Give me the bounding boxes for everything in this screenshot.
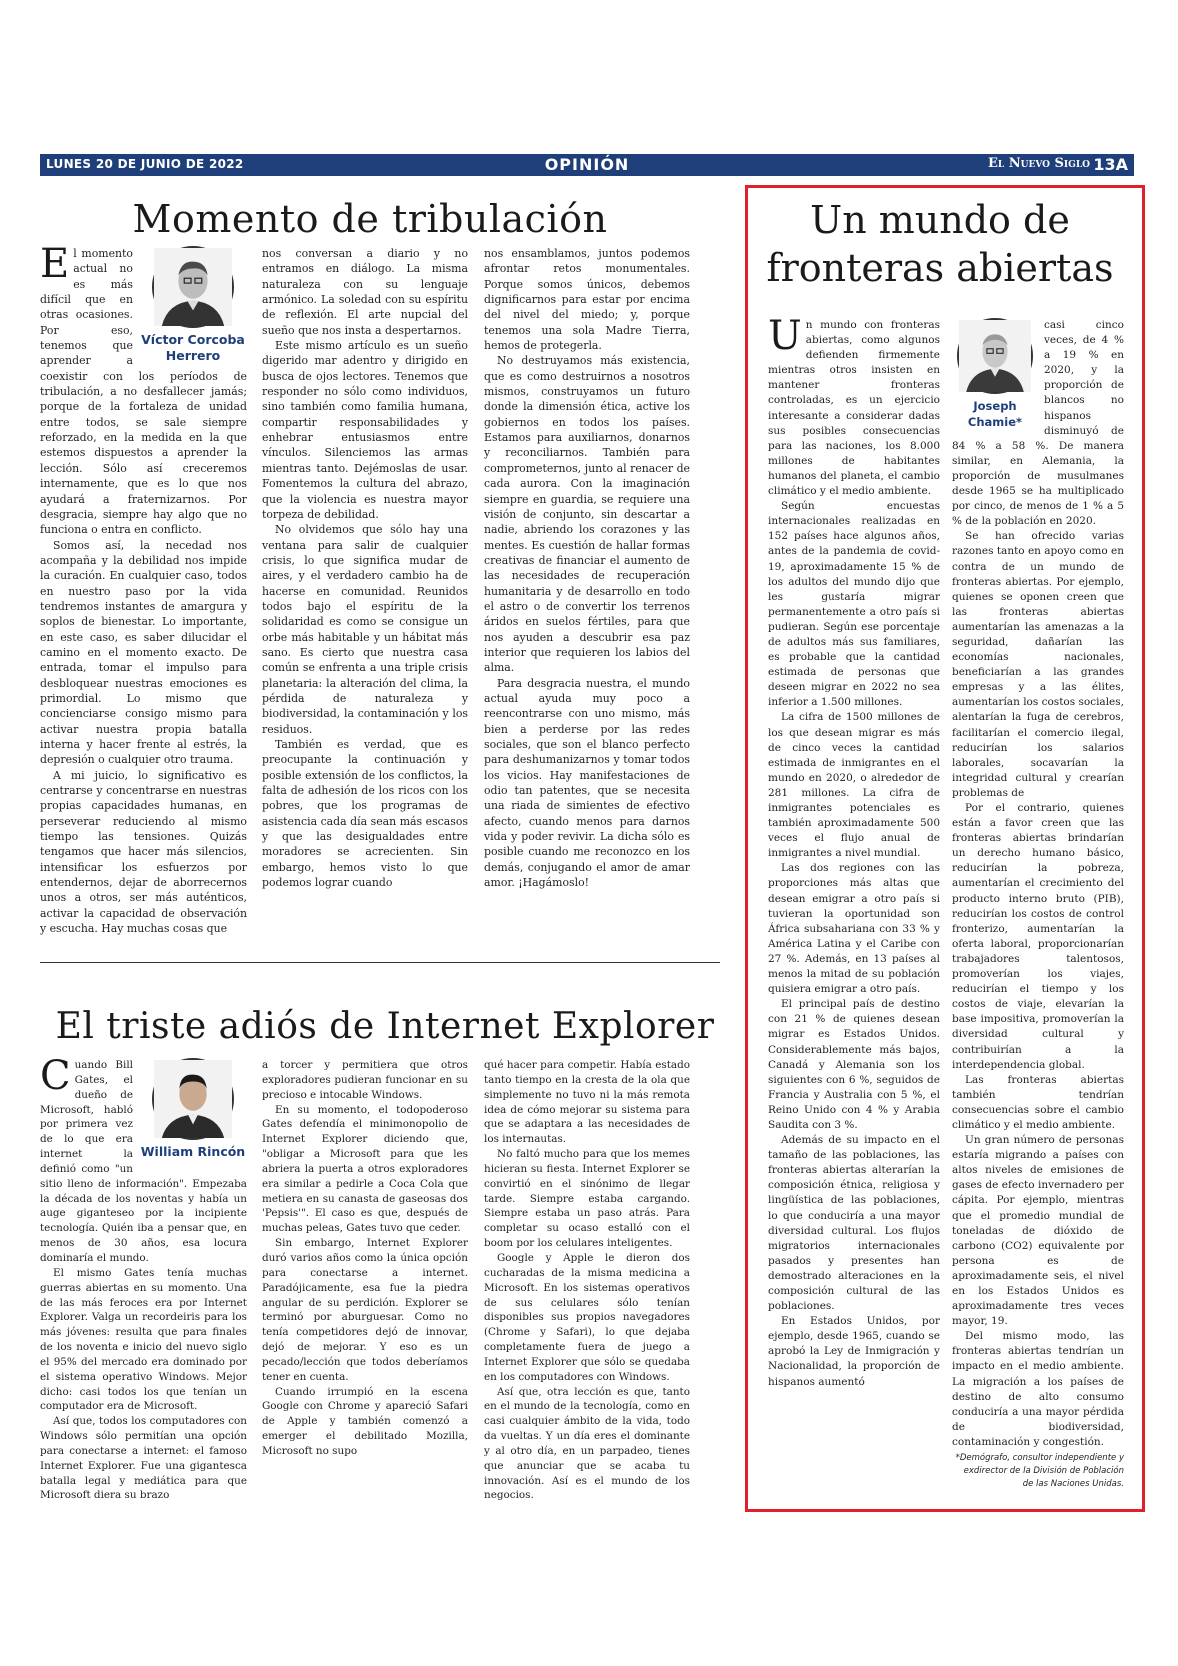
paragraph: a torcer y permitiera que otros exploradores pudieran funcionar en su precioso e intocable Windows. bbox=[262, 1059, 468, 1101]
paragraph: Se han ofrecido varias razones tanto en apoyo como en contra de un mundo de fronteras abiertas. Por ejemplo, quienes se oponen creen que las fronteras abiertas aumentarían las amenazas a la seguridad, dañarían las economías nacionales, beneficiarían a las grandes empresas y a las élites, aumentarían los costos sociales, alentarían la fuga de cerebros, facilitarían el comercio ilegal, reducirían los salarios laborales, socavarían la integridad cultural y crearían problemas de bbox=[952, 530, 1124, 799]
article-title-internet-explorer: El triste adiós de Internet Explorer bbox=[55, 1006, 715, 1047]
paragraph: No destruyamos más existencia, que es como destruirnos a nosotros mismos, construyamos un futuro donde la dimensión ética, active los gobiernos en todos los países. Estamos para auxiliarnos, donarnos y reconciliarnos. También para comprometernos, junto al renacer de cada aurora. Con la imaginación siempre en guardia, se requiere una visión de conjunto, sin descartar a nadie, abriendo los corazones y las mentes. Es cuestión de hallar formas creativas de financiar el aumento de las necesidades de recuperación humanitaria y de desarrollo en todo el astro o de convertir los terrenos áridos en suelos fértiles, para que nos ayuden a descubrir esa paz interior que requieren los labios del alma. bbox=[484, 354, 690, 675]
article2-column-3 bbox=[484, 1058, 690, 1502]
paragraph: No faltó mucho para que los memes hicieran su fiesta. Internet Explorer se convirtió en el sinónimo de llegar tarde. Siempre estaba cargando. Siempre estaba un paso atrás. Para completar su ocaso estalló con el boom por los celulares inteligentes. bbox=[484, 1148, 690, 1250]
author-photo bbox=[152, 246, 234, 328]
paragraph: Así que, todos los computadores con Windows sólo permitían una opción para conectarse a internet: el famoso Internet Explorer. Fue una gigantesca batalla legal y mediática para que Microsoft diera su brazo bbox=[40, 1415, 247, 1502]
paragraph: Somos así, la necedad nos acompaña y la debilidad nos impide la curación. En cualquier caso, todos en nuestro paso por la vida tendremos instantes de amargura y soplos de bienestar. Lo importante, en este caso, es saber dilucidar el camino en el momento exacto. De entrada, tomar el impulso para desbloquear nuestras emociones es primordial. Lo mismo que concienciarse consigo mismo para activar nuestra propia batalla interna y hacer frente al estrés, la depresión o cualquier otro trauma. bbox=[40, 538, 247, 767]
paragraph: La cifra de 1500 millones de los que desean migrar es más de cinco veces la cantidad estimada de inmigrantes en el mundo en 2020, o alrededor de 281 millones. La cifra de inmigrantes potenciales es también aproximadamente 500 veces el flujo anual de inmigrantes a nivel mundial. bbox=[768, 711, 940, 860]
header-date: LUNES 20 DE JUNIO DE 2022 bbox=[46, 157, 244, 171]
paragraph: Cuando Bill Gates, el dueño de Microsoft, habló por primera vez de lo que era internet la definió como "un sitio lleno de información". Empezaba la década de los noventas y había un auge giganteseo por la incipiente tecnología. Quién iba a pensar que, en menos de 30 años, esa locura dominaría el mundo. bbox=[40, 1053, 247, 1264]
paragraph: El mismo Gates tenía muchas guerras abiertas en su momento. Una de las más feroces era por Internet Explorer. Valga un recordeiris para los más jóvenes: resulta que para finales de los noventa e inicio del nuevo siglo el 95% del mercado era dominado por el sistema operativo Windows. Mejor dicho: casi todos los que tenían un computador era de Microsoft. bbox=[40, 1266, 247, 1413]
paragraph: El principal país de destino con 21 % de quienes desean migrar es Estados Unidos. Considerablemente más bajos, Canadá y Alemania son los siguientes con 6 %, seguidos de Francia y Australia con 5 %, el Reino Unido con 4 % y Arabia Saudita con 3 %. bbox=[768, 998, 940, 1131]
section-divider bbox=[40, 962, 720, 963]
paragraph: Por el contrario, quienes están a favor creen que las fronteras abiertas brindarían un derecho humano básico, reducirían la pobreza, aumentarían el crecimiento del producto interno bruto (PIB), reducirían los costos de control fronterizo, aumentarían la oferta laboral, proporcionarían trabajadores talentosos, promoverían los viajes, reducirían el tiempo y los costos de viaje, elevarían la base impositiva, promoverían la diversidad cultural y contribuirían a la interdependencia global. bbox=[952, 802, 1124, 1071]
paragraph: En su momento, el todopoderoso Gates defendía el minimonopolio de Internet Explorer diciendo que, "obligar a Microsoft para que les abriera la puerta a otros exploradores era similar a pedirle a Coca Cola que metiera en su canasta de gaseosas dos 'Pepsis'". El caso es que, después de muchas peleas, Gates tuvo que ceder. bbox=[262, 1103, 468, 1235]
header-section: OPINIÓN bbox=[544, 155, 630, 174]
author-photo bbox=[957, 318, 1033, 394]
paragraph: Google y Apple le dieron dos cucharadas de la misma medicina a Microsoft. En los sistemas operativos de sus celulares sólo tenían disponibles sus propios navegadores (Chrome y Safari), lo que dejaba completamente fuera de juego a Internet Explorer que sólo se quedaba en los computadores con Windows. bbox=[484, 1251, 690, 1383]
newspaper-name: El Nuevo Siglo bbox=[988, 156, 1090, 171]
article2-column-2 bbox=[262, 1058, 468, 1498]
article1-column-2 bbox=[262, 246, 468, 896]
author-name: William Rincón bbox=[140, 1144, 246, 1159]
paragraph: Para desgracia nuestra, el mundo actual ayuda muy poco a reencontrarse con uno mismo, más bien a perderse por las redes sociales, que son el blanco perfecto para deshumanizarnos y tomar todos los vicios. Hay manifestaciones de odio tan patentes, que se necesita una riada de simientes de efectivo afecto, cuando menos para darnos vida y poder revivir. La dicha sólo es posible cuando me reconozco en los demás, conjugando el amor de amar amor. ¡Hagámoslo! bbox=[484, 676, 690, 890]
page-header-bar bbox=[40, 154, 1134, 176]
paragraph: Sin embargo, Internet Explorer duró varios años como la única opción para conectarse a internet. Paradójicamente, esa fue la piedra angular de su perdición. Explorer se terminó por aburguesar. Como no tenía competidores dejó de innovar, dejó de mejorar. Y eso es un pecado/lección que todos deberíamos tener en cuenta. bbox=[262, 1237, 468, 1383]
paragraph: nos conversan a diario y no entramos en diálogo. La misma naturaleza con su lenguaje armónico. La soledad con su espíritu de reflexión. El arte nupcial del sueño que nos insta a despertarnos. bbox=[262, 247, 468, 337]
paragraph: A mi juicio, lo significativo es centrarse y concentrarse en nuestras propias capacidades humanas, en perseverar reduciendo al mismo tiempo las tensiones. Quizás tengamos que hacer más silencios, intensificar los esfuerzos por entendernos, dejar de aborrecernos unos a otros, ser más auténticos, activar la capacidad de observación y escucha. Hay muchas cosas que bbox=[40, 768, 247, 936]
author-box-corcoba bbox=[139, 246, 247, 364]
article3-column-2 bbox=[952, 318, 1124, 1498]
author-box-chamie bbox=[952, 318, 1038, 430]
paragraph: Además de su impacto en el tamaño de las poblaciones, las fronteras abiertas alterarían la composición étnica, religiosa y lingüística de las poblaciones, lo que conduciría a una mayor diversidad cultural. Los flujos migratorios internacionales pasados y presentes han demostrado alteraciones en la composición cultural de las poblaciones. bbox=[768, 1134, 940, 1313]
author-photo bbox=[152, 1058, 234, 1140]
paragraph: El momento actual no es más difícil que en otras ocasiones. Por eso, tenemos que aprender a coexistir con los períodos de tribulación, a no desfallecer jamás; porque de la fortaleza de unidad entre todos, se sale siempre reforzado, en la medida en la que estemos dispuestos a aprender la lección. Sólo así creceremos internamente, que es lo que nos ayudará a fraternizarnos. Por desgracia, siempre hay algo que no funciona o entra en conflicto. bbox=[40, 241, 247, 537]
paragraph: Del mismo modo, las fronteras abiertas tendrían un impacto en el medio ambiente. La migración a los países de destino de alto consumo conduciría a una mayor pérdida de biodiversidad, contaminación y congestión. bbox=[952, 1330, 1124, 1448]
article2-column-1 bbox=[40, 1053, 247, 1502]
article3-column-1 bbox=[768, 313, 940, 1498]
drop-cap: E bbox=[40, 241, 70, 287]
paragraph: Un gran número de personas estaría migrando a países con altos niveles de emisiones de gases de efecto invernadero per cápita. Por ejemplo, mientras que el promedio mundial de toneladas de dióxido de carbono (CO2) equivalente por persona es de aproximadamente seis, el nivel en los Estados Unidos es aproximadamente tres veces mayor, 19. bbox=[952, 1134, 1124, 1328]
paragraph: Cuando irrumpió en la escena Google con Chrome y apareció Safari de Apple y también comenzó a emerger el debilitado Mozilla, Microsoft no supo bbox=[262, 1385, 468, 1457]
paragraph: En Estados Unidos, por ejemplo, desde 1965, cuando se aprobó la Ley de Inmigración y Nacionalidad, la proporción de hispanos aumentó bbox=[768, 1315, 940, 1388]
author-box-rincon bbox=[139, 1058, 247, 1160]
paragraph: También es verdad, que es preocupante la continuación y posible extensión de los conflictos, la falta de adhesión de los ricos con los pobres, que los programas de asistencia cada día sean más escasos y que las desigualdades entre moradores se acrecienten. Sin embargo, hemos visto lo que podemos lograr cuando bbox=[262, 738, 468, 890]
author-note: *Demógrafo, consultor independiente y exdirector de la División de Población de las Naciones Unidas. bbox=[955, 1453, 1124, 1490]
paragraph: Este mismo artículo es un sueño digerido mar adentro y dirigido en busca de ojos lectores. Tenemos que responder no sólo como individuos, sino también como familia humana, compartir responsabilidades y enhebrar entusiasmos entre vínculos. Silenciemos las armas mientras tanto. Dejémoslas de usar. Fomentemos la cultura del abrazo, que la violencia es nuestra mayor torpeza de debilidad. bbox=[262, 339, 468, 521]
paragraph: Así que, otra lección es que, tanto en el mundo de la tecnología, como en casi cualquier ámbito de la vida, todo da vueltas. Y un día eres el dominante y al otro día, en un parpadeo, tienes que anunciar que se acaba tu innovación. Así es el mundo de los negocios. bbox=[484, 1385, 690, 1502]
paragraph: casi cinco veces, de 4 % a 19 % en 2020, y la proporción de blancos no hispanos disminuyó de 84 % a 58 %. De manera similar, en Alemania, la proporción de musulmanes desde 1965 se ha multiplicado por cinco, de menos de 1 % a 5 % de la población en 2020. bbox=[952, 319, 1124, 528]
paragraph: Las dos regiones con las proporciones más altas que desean emigrar a otro país si tuvieran la oportunidad son África subsahariana con 33 % y América Latina y el Caribe con 27 %. Además, en 13 países al menos la mitad de su población quisiera emigrar a otro país. bbox=[768, 862, 940, 996]
article1-column-1 bbox=[40, 241, 247, 936]
page-number: 13A bbox=[1093, 155, 1128, 174]
author-name: Víctor Corcoba Herrero bbox=[141, 332, 245, 363]
article-title-fronteras: Un mundo de fronteras abiertas bbox=[766, 198, 1114, 290]
paragraph: No olvidemos que sólo hay una ventana para salir de cualquier crisis, lo que significa mudar de aires, y el verdadero cambio ha de hacerse en comunidad. Reunidos todos bajo el espíritu de la solidaridad es como se consigue un orbe más habitable y un hábitat más sano. Es cierto que nuestra casa común se enfrenta a una triple crisis planetaria: la alteración del clima, la pérdida de naturaleza y biodiversidad, la contaminación y los residuos. bbox=[262, 523, 468, 736]
paragraph: Un mundo con fronteras abiertas, como algunos defienden firmemente mientras otros insisten en mantener fronteras controladas, es un ejercicio interesante a considerar dadas sus posibles consecuencias para las naciones, los 8.000 millones de habitantes humanos del planeta, el cambio climático y el medio ambiente. bbox=[768, 313, 940, 498]
drop-cap: C bbox=[40, 1053, 71, 1099]
article-title-tribulacion: Momento de tribulación bbox=[132, 197, 608, 241]
article1-column-3 bbox=[484, 246, 690, 896]
author-name: Joseph Chamie* bbox=[967, 399, 1023, 429]
paragraph: Las fronteras abiertas también tendrían consecuencias sobre el cambio climático y el medio ambiente. bbox=[952, 1073, 1124, 1131]
paragraph: nos ensamblamos, juntos podemos afrontar retos monumentales. Porque somos únicos, debemos dignificarnos para estar por encima del nivel del miedo; y, porque tenemos una sola Madre Tierra, hemos de protegerla. bbox=[484, 247, 690, 353]
drop-cap: U bbox=[768, 313, 802, 359]
paragraph: qué hacer para competir. Había estado tanto tiempo en la cresta de la ola que simplemente no tuvo ni la más remota idea de cómo mejorar su sistema para que se adaptara a las necesidades de los internautas. bbox=[484, 1059, 690, 1146]
paragraph: Según encuestas internacionales realizadas en 152 países hace algunos años, antes de la pandemia de covid-19, aproximadamente 15 % de los adultos del mundo dijo que les gustaría migrar permanentemente a otro país si pudieran. Según ese porcentaje de adultos más sus familiares, es probable que la cantidad estimada de personas que deseen migrar en 2022 no sea inferior a 1.500 millones. bbox=[768, 500, 940, 709]
